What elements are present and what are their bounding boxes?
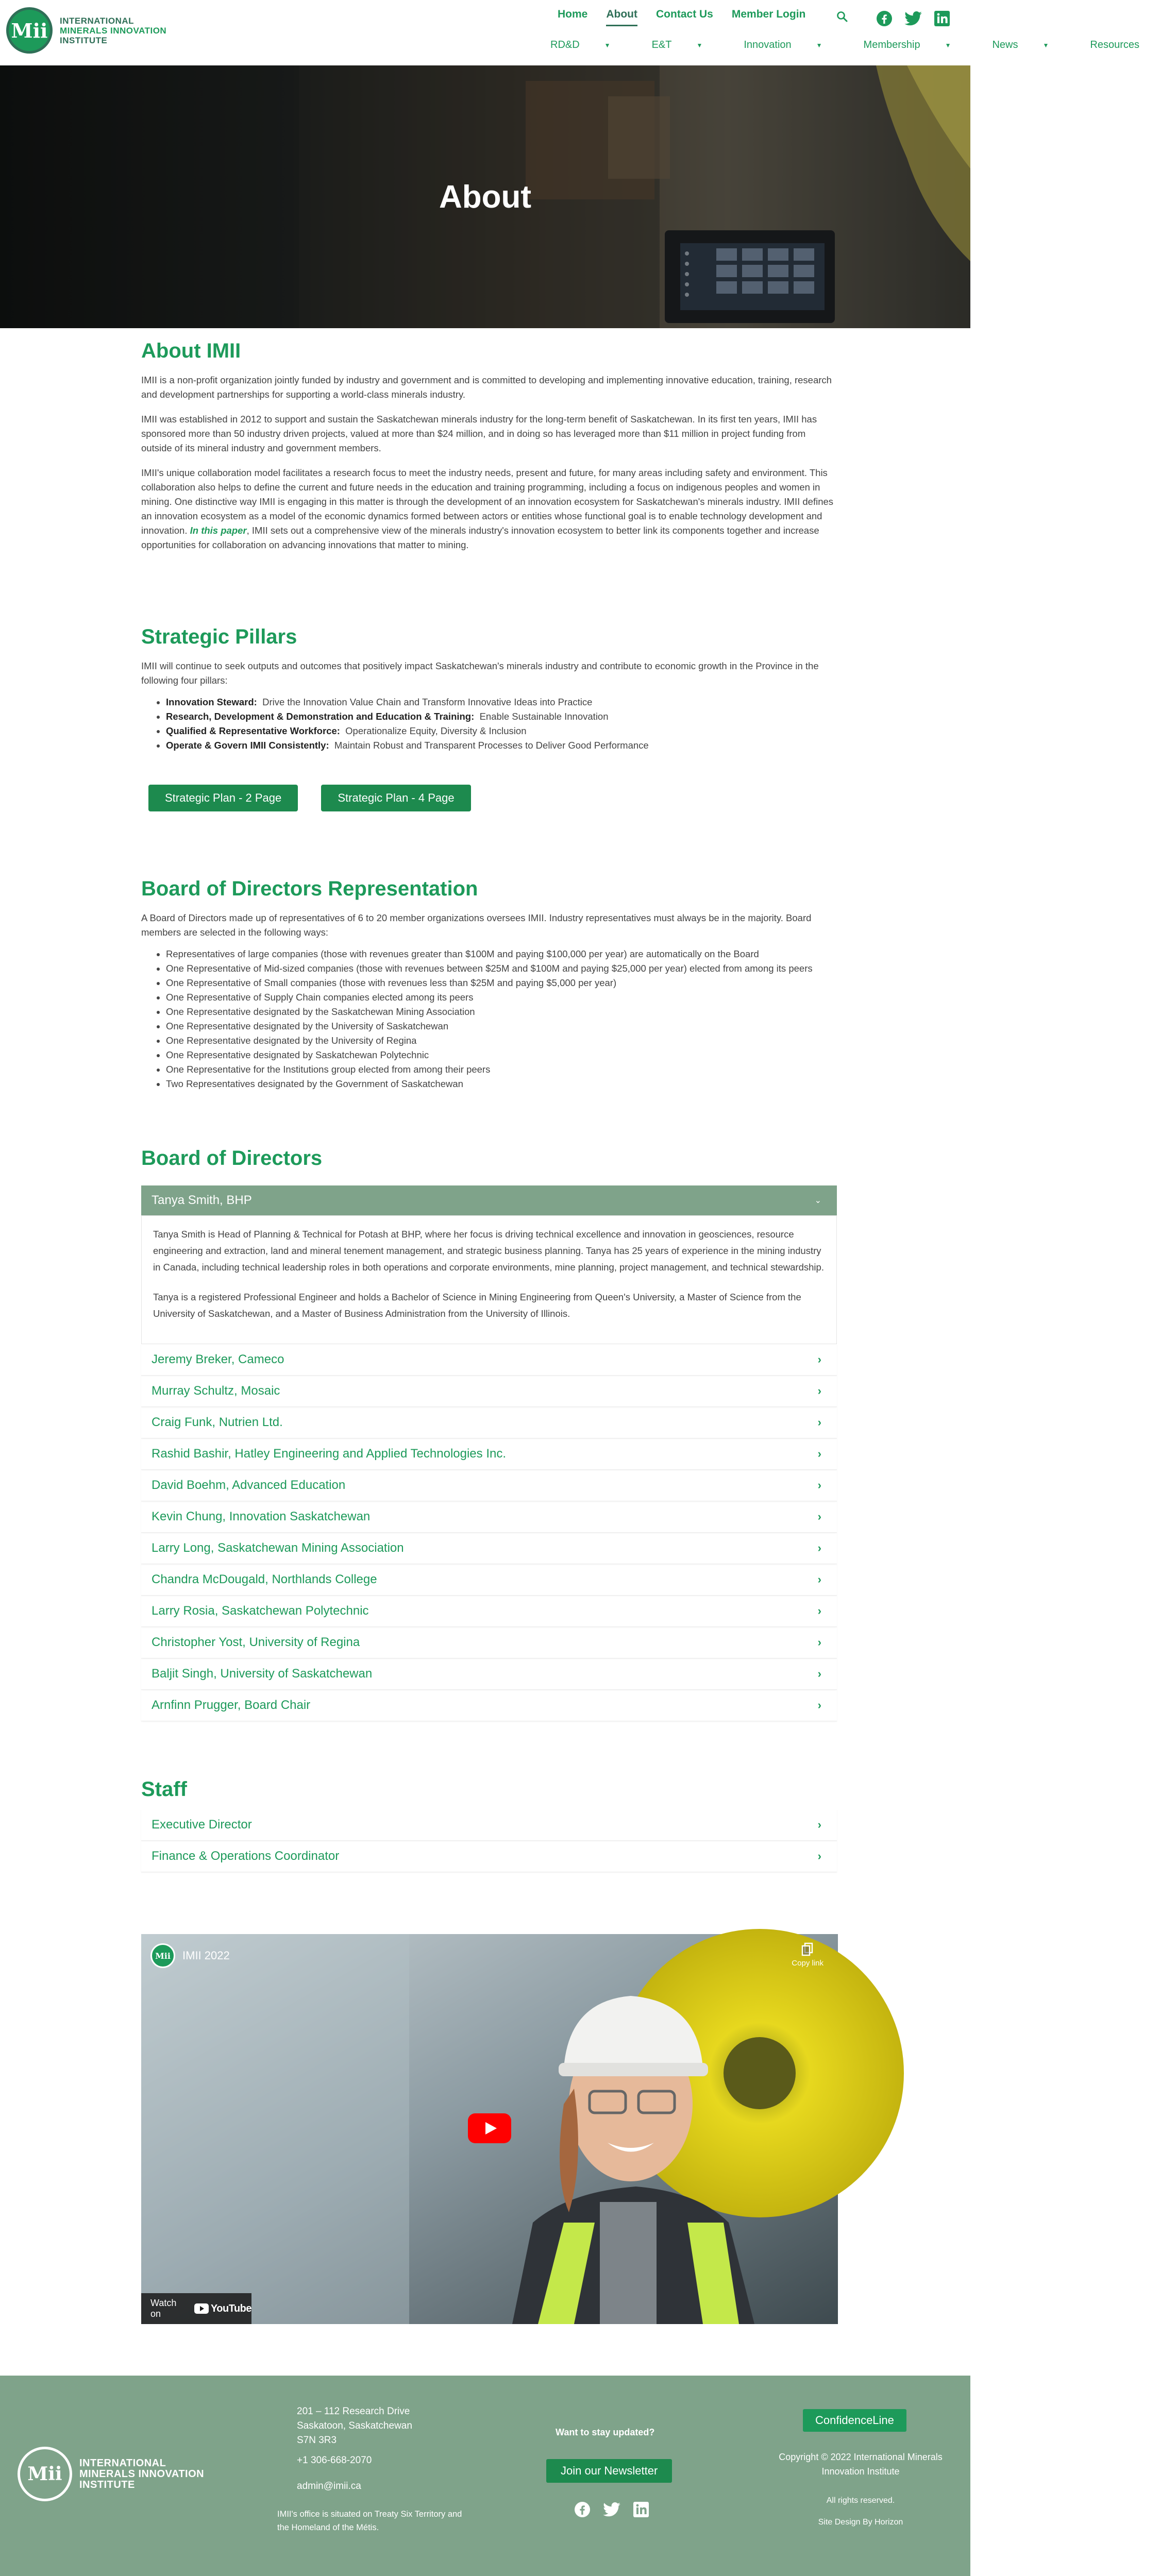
accordion-title: Tanya Smith, BHP xyxy=(152,1193,252,1207)
accordion-item[interactable]: Christopher Yost, University of Regina › xyxy=(141,1627,837,1658)
subnav-item-innovation[interactable]: Innovation ▼ xyxy=(744,39,822,50)
twitter-icon[interactable] xyxy=(904,11,922,26)
strategic-plan-4-page-button[interactable]: Strategic Plan - 4 Page xyxy=(321,785,470,811)
join-newsletter-button[interactable]: Join our Newsletter xyxy=(546,2459,672,2483)
about-paragraph: IMII's unique collaboration model facilitates a research focus to meet the industry needs, present and future, for many areas including safety and environment. This collaboration also helps to define the current and future needs in the education and training programming, including a focus on indigenous peoples and women in mining. One distinctive way IMII is engaging in this matter is through the development of an innovation ecosystem for Saskatchewan's minerals industry. IMII defines an innovation ecosystem as a model of the economic dynamics formed between actors or entities whose functional goal is to enable technology development and innovation. In this paper, IMII sets out a comprehensive view of the minerals industry's innovation ecosystem to better link its components together and increase opportunities for collaboration on advancing innovations that matter to mining. xyxy=(141,467,834,550)
site-footer xyxy=(0,2376,970,2576)
about-section xyxy=(141,340,837,552)
list-item: • One Representative for the Institutions group elected from among their peers xyxy=(166,1062,837,1077)
list-item: • Innovation Steward: Drive the Innovation Value Chain and Transform Innovative Ideas into Practice xyxy=(166,695,837,709)
chevron-right-icon: › xyxy=(817,1447,821,1460)
confidenceline-button[interactable]: ConfidenceLine xyxy=(803,2409,906,2432)
twitter-icon[interactable] xyxy=(603,2502,620,2519)
newsletter-prompt: Want to stay updated? xyxy=(556,2427,655,2437)
chevron-down-icon: ⌄ xyxy=(814,1196,821,1205)
video-embed[interactable] xyxy=(141,1934,838,2324)
subnav-item-news[interactable]: News ▼ xyxy=(992,39,1049,50)
chevron-right-icon: › xyxy=(817,1850,821,1862)
bio-paragraph: Tanya is a registered Professional Engineer and holds a Bachelor of Science in Mining Engineering from Queen's University, a Master of Science from the University of Saskatchewan, and a Master of Business Administration from the University of Illinois. xyxy=(153,1292,801,1319)
linkedin-icon[interactable] xyxy=(633,2501,649,2520)
list-item: • Qualified & Representative Workforce: Operationalize Equity, Diversity & Inclusion xyxy=(166,724,837,738)
list-item: • One Representative of Mid-sized companies (those with revenues between $25M and $100M and paying $25,000 per year) elected from among its peers xyxy=(166,961,837,976)
accordion-item[interactable]: Chandra McDougald, Northlands College › xyxy=(141,1564,837,1596)
chevron-down-icon: ▼ xyxy=(604,41,611,49)
board-representation-section xyxy=(141,877,837,1091)
chevron-right-icon: › xyxy=(817,1667,821,1680)
accordion-header-tanya-smith[interactable] xyxy=(141,1185,837,1215)
chevron-right-icon: › xyxy=(817,1636,821,1649)
nav-member-login[interactable]: Member Login xyxy=(731,8,806,20)
chevron-right-icon: › xyxy=(817,1699,821,1711)
representation-intro: A Board of Directors made up of representatives of 6 to 20 member organizations oversees IMII. Industry representatives must always be in the majority. Board members are selected in the following ways: xyxy=(141,912,812,938)
logo-line: INSTITUTE xyxy=(60,35,108,45)
hero-banner xyxy=(0,65,970,328)
section-heading: Board of Directors Representation xyxy=(141,877,478,900)
territory-acknowledgement: IMII's office is situated on Treaty Six Territory and the Homeland of the Métis. xyxy=(277,2510,462,2532)
list-item: • Representatives of large companies (those with revenues greater than $100M and paying $100,000 per year) are automatically on the Board xyxy=(166,947,837,961)
nav-home[interactable]: Home xyxy=(558,8,588,20)
list-item: • One Representative designated by the Saskatchewan Mining Association xyxy=(166,1005,837,1019)
linkedin-icon[interactable] xyxy=(934,10,950,27)
video-title[interactable]: IMII 2022 xyxy=(182,1949,230,1962)
accordion-item[interactable]: Kevin Chung, Innovation Saskatchewan › xyxy=(141,1501,837,1533)
logo-mark: Mii xyxy=(6,7,53,54)
chevron-right-icon: › xyxy=(817,1416,821,1429)
accordion-item[interactable]: Jeremy Breker, Cameco › xyxy=(141,1344,837,1376)
section-heading: Strategic Pillars xyxy=(141,625,297,648)
pillars-list xyxy=(166,695,837,753)
list-item: • One Representative designated by Saskatchewan Polytechnic xyxy=(166,1048,837,1062)
main-content xyxy=(141,340,837,1872)
site-header xyxy=(0,0,1139,65)
play-icon xyxy=(468,2113,511,2143)
accordion-item[interactable]: David Boehm, Advanced Education › xyxy=(141,1470,837,1501)
list-item: • Two Representatives designated by the Government of Saskatchewan xyxy=(166,1077,837,1091)
chevron-right-icon: › xyxy=(817,1510,821,1523)
logo-line: MINERALS INNOVATION xyxy=(60,25,167,36)
about-paragraph: IMII was established in 2012 to support and sustain the Saskatchewan minerals industry for the long-term benefit of Saskatchewan. In its first ten years, IMII has sponsored more than 50 industry driven projects, valued at more than $24 million, and in doing so has leveraged more than $11 million in project funding from outside of its mineral industry and government members. xyxy=(141,414,817,453)
accordion-item[interactable]: Larry Long, Saskatchewan Mining Association › xyxy=(141,1533,837,1564)
copy-link-button[interactable]: Copy link xyxy=(792,1942,823,1968)
main-nav xyxy=(558,8,824,26)
chevron-right-icon: › xyxy=(817,1353,821,1366)
subnav-item-membership[interactable]: Membership ▼ xyxy=(863,39,951,50)
strategic-pillars-section xyxy=(141,625,837,811)
accordion-item[interactable]: Baljit Singh, University of Saskatchewan › xyxy=(141,1658,837,1690)
channel-avatar[interactable]: Mii xyxy=(150,1943,175,1968)
chevron-right-icon: › xyxy=(817,1573,821,1586)
logo-line: INTERNATIONAL xyxy=(79,2457,166,2469)
list-item: • One Representative of Supply Chain companies elected among its peers xyxy=(166,990,837,1005)
accordion-item[interactable]: Murray Schultz, Mosaic › xyxy=(141,1376,837,1407)
facebook-icon[interactable] xyxy=(574,2501,591,2520)
in-this-paper-link[interactable]: In this paper xyxy=(190,525,247,536)
board-of-directors-section xyxy=(141,1147,837,1721)
chevron-right-icon: › xyxy=(817,1541,821,1554)
strategic-plan-2-page-button[interactable]: Strategic Plan - 2 Page xyxy=(148,785,298,811)
footer-email[interactable]: admin@imii.ca xyxy=(297,2481,361,2492)
play-button[interactable] xyxy=(468,2113,511,2145)
chevron-right-icon: › xyxy=(817,1604,821,1617)
footer-phone[interactable]: +1 306-668-2070 xyxy=(297,2455,372,2466)
accordion-item[interactable]: Larry Rosia, Saskatchewan Polytechnic › xyxy=(141,1596,837,1627)
nav-contact-us[interactable]: Contact Us xyxy=(656,8,713,20)
about-paragraph: IMII is a non-profit organization jointly funded by industry and government and is committed to developing and implementing innovative education, training, research and development partnerships for supporting a world-class minerals industry. xyxy=(141,375,832,400)
staff-list xyxy=(141,1809,837,1872)
section-heading: Board of Directors xyxy=(141,1147,323,1170)
pillars-intro: IMII will continue to seek outputs and outcomes that positively impact Saskatchewan's minerals industry and contribute to economic growth in the Province in the following four pillars: xyxy=(141,660,819,686)
accordion-item[interactable]: Finance & Operations Coordinator › xyxy=(141,1841,837,1872)
accordion-item[interactable]: Rashid Bashir, Hatley Engineering and Applied Technologies Inc. › xyxy=(141,1438,837,1470)
facebook-icon[interactable] xyxy=(876,10,893,27)
watch-on-youtube-button[interactable]: Watch on YouTube xyxy=(141,2293,251,2324)
list-item: • One Representative designated by the University of Regina xyxy=(166,1033,837,1048)
chevron-down-icon: ▼ xyxy=(816,41,822,49)
chevron-down-icon: ▼ xyxy=(945,41,951,49)
section-heading: Staff xyxy=(141,1778,187,1801)
site-design-credit[interactable]: Site Design By Horizon xyxy=(818,2518,903,2527)
page-title: About xyxy=(439,179,532,215)
youtube-icon xyxy=(194,2303,209,2314)
youtube-wordmark: YouTube xyxy=(210,2302,251,2314)
accordion-panel xyxy=(141,1215,837,1344)
subnav-item-resources[interactable]: Resources xyxy=(1090,39,1139,50)
sub-nav xyxy=(550,39,1160,51)
copyright: Copyright © 2022 International Minerals Innovation Institute xyxy=(779,2452,943,2477)
list-item: • One Representative designated by the University of Saskatchewan xyxy=(166,1019,837,1033)
footer-logo[interactable] xyxy=(18,2447,204,2501)
board-member-list xyxy=(141,1344,837,1721)
chevron-right-icon: › xyxy=(817,1384,821,1397)
imii-logo[interactable] xyxy=(6,7,166,54)
chevron-right-icon: › xyxy=(817,1818,821,1831)
search-icon[interactable] xyxy=(836,10,848,23)
copy-icon xyxy=(801,1942,814,1957)
footer-address: 201 – 112 Research Drive Saskatoon, Saskatchewan S7N 3R3 xyxy=(297,2406,412,2446)
accordion-item[interactable]: Executive Director › xyxy=(141,1809,837,1841)
accordion-item[interactable]: Arnfinn Prugger, Board Chair › xyxy=(141,1690,837,1721)
logo-mark: Mii xyxy=(18,2447,72,2501)
logo-line: INSTITUTE xyxy=(79,2479,135,2490)
list-item: • Research, Development & Demonstration and Education & Training: Enable Sustainable Innovation xyxy=(166,709,837,724)
representation-list xyxy=(166,947,837,1091)
all-rights-reserved: All rights reserved. xyxy=(826,2496,895,2505)
logo-line: MINERALS INNOVATION xyxy=(79,2468,205,2480)
staff-section xyxy=(141,1778,837,1872)
subnav-item-et[interactable]: E&T ▼ xyxy=(651,39,703,50)
accordion-item[interactable]: Craig Funk, Nutrien Ltd. › xyxy=(141,1407,837,1438)
chevron-down-icon: ▼ xyxy=(696,41,703,49)
nav-about[interactable]: About xyxy=(606,8,637,26)
section-heading: About IMII xyxy=(141,340,241,362)
list-item: • Operate & Govern IMII Consistently: Maintain Robust and Transparent Processes to Deliver Good Performance xyxy=(166,738,837,753)
chevron-right-icon: › xyxy=(817,1479,821,1492)
logo-line: INTERNATIONAL xyxy=(60,15,135,26)
list-item: • One Representative of Small companies (those with revenues less than $25M and paying $5,000 per year) xyxy=(166,976,837,990)
chevron-down-icon: ▼ xyxy=(1043,41,1049,49)
bio-paragraph: Tanya Smith is Head of Planning & Technical for Potash at BHP, where her focus is driving technical excellence and innovation in geosciences, resource engineering and extraction, land and mineral tenement management, and strategic business planning. Tanya has 25 years of experience in the mining industry in Canada, including technical leadership roles in both operations and corporate environments, mine planning, project management, and technical stewardship. xyxy=(153,1229,824,1273)
subnav-item-rdd[interactable]: RD&D ▼ xyxy=(550,39,611,50)
